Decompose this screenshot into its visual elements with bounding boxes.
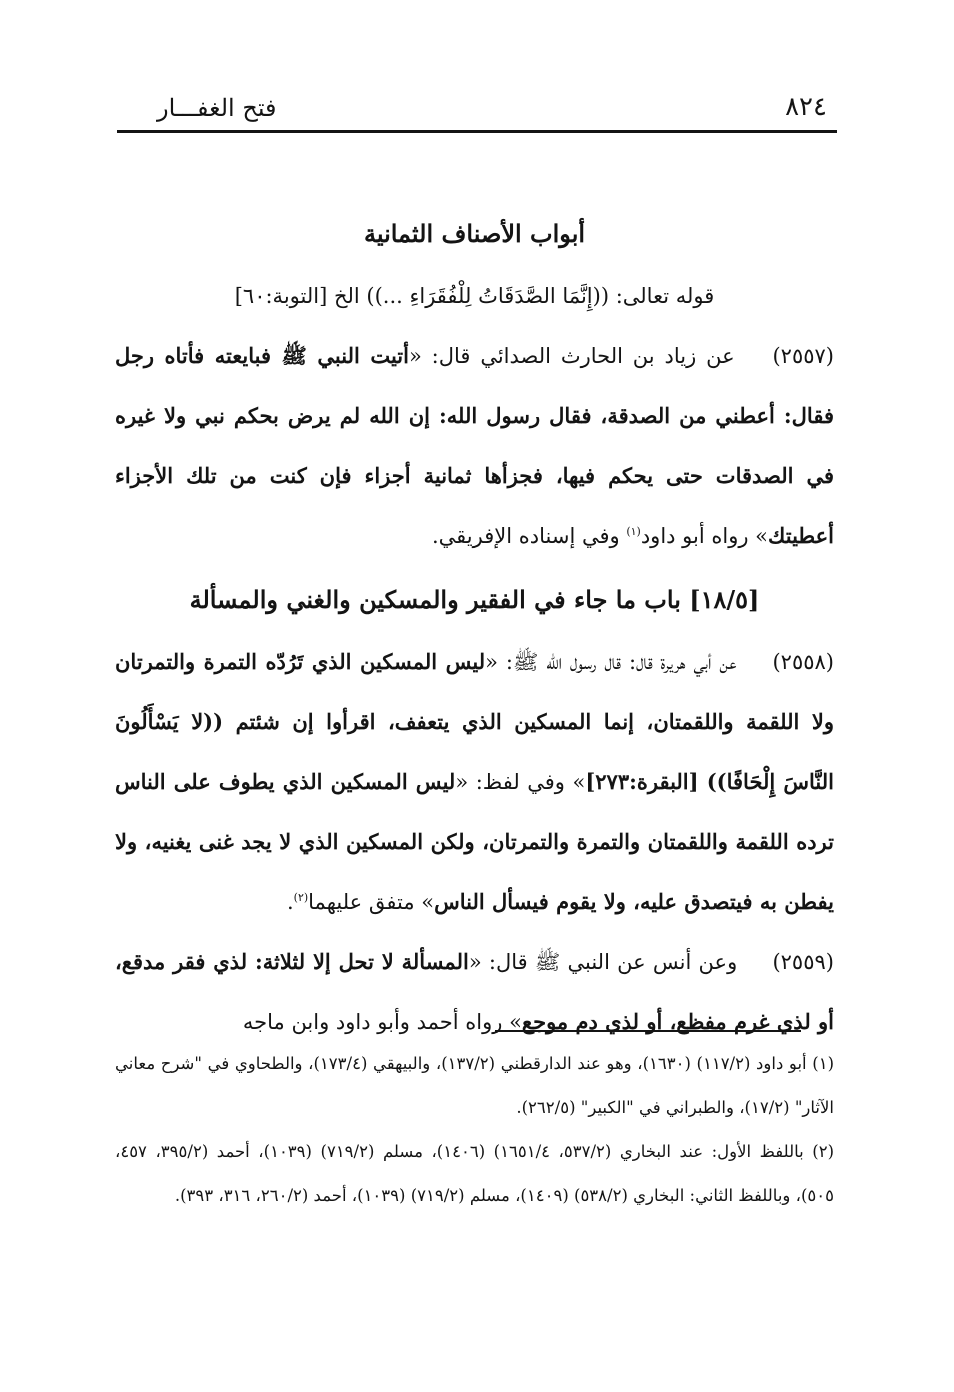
hadith-connector: » وفي لفظ: « [455,770,586,794]
hadith-narrator: عن زياد بن الحارث الصدائي قال: « [408,344,735,368]
running-title: فتح الغفـــار [157,94,277,122]
hadith-narrator: عن أبي هريرة قال: قال رسول الله ﷺ: « [485,650,737,674]
hadith-source: » متفق عليهما [308,890,435,914]
hadith-source: » رواه أبو داود [640,524,769,548]
hadith-2557 [115,326,834,566]
hadith-number: (٢٥٥٧) [772,344,834,368]
hadith-note: وفي إسناده الإفريقي. [432,524,627,548]
hadith-2559 [115,932,834,1052]
page-header [117,90,837,133]
main-text [115,200,834,1052]
hadith-number: (٢٥٥٩) [772,950,834,974]
hadith-text-alt: ليس المسكين الذي يطوف على الناس ترده اللقمة واللقمتان والتمرة والتمرتان، ولكن المسكين الذي لا يجد غنى يغنيه، ولا يفطن به فيتصدق عليه، ولا يقوم فيسأل الناس [115,769,834,914]
footnotes [115,1042,834,1218]
hadith-number: (٢٥٥٨) [772,650,834,674]
page-number: ٨٢٤ [785,92,827,122]
section-title: أبواب الأصناف الثمانية [363,219,586,248]
hadith-text: ليس المسكين الذي تَرُدّه التمرة والتمرتان ولا اللقمة واللقمتان، إنما المسكين الذي يتعفف، اقرأوا إن شئتم ((لا يَسْأَلُونَ النَّاسَ إِلْحَافًا)) [البقرة:٢٧٣] [115,649,835,794]
footnote-separator [495,1030,801,1032]
hadith-narrator: وعن أنس عن النبي ﷺ قال: « [468,950,738,974]
hadith-end: . [286,890,294,914]
hadith-2558 [115,632,834,932]
hadith-text: المسألة لا تحل إلا لثلاثة: لذي فقر مدقع، أو لذي غرم مفظع، أو لذي دم موجع [115,949,834,1034]
hadith-source: » رواه أحمد وأبو داود وابن ماجه [242,1010,522,1034]
footnote-marker[interactable]: (١) [626,525,641,538]
verse-reference: قوله تعالى: ((إِنَّمَا الصَّدَقَاتُ لِلْفُقَرَاءِ ...)) الخ [التوبة:٦٠] [234,284,715,308]
footnote-2: (٢) باللفظ الأول: عند البخاري (٥٣٧/٢، ١٦٥١/٤) (١٤٠٦)، مسلم (٧١٩/٢) (١٠٣٩)، أحمد (٣٩٥/٢، ٤٥٧، ٥٠٥)، وباللفظ الثاني: البخاري (٥٣٨/٢) (١٤٠٩)، مسلم (٧١٩/٢) (١٠٣٩)، أحمد (٢٦٠/٢، ٣١٦، ٣٩٣). [115,1142,835,1205]
footnote-1: (١) أبو داود (١١٧/٢) (١٦٣٠)، وهو عند الدارقطني (١٣٧/٢)، والبيهقي (١٧٣/٤)، والطحاوي في "شرح معاني الآثار" (١٧/٢)، والطبراني في "الكبير" (٢٦٢/٥). [115,1054,834,1117]
hadith-text: أتيت النبي ﷺ فبايعته فأتاه رجل فقال: أعطني من الصدقة، فقال رسول الله: إن الله لم يرض بحكم نبي ولا غيره في الصدقات حتى يحكم فيها، فجزأها ثمانية أجزاء فإن كنت من تلك الأجزاء أعطيتك [115,343,834,548]
chapter-title: [١٨/٥] باب ما جاء في الفقير والمسكين والغني والمسألة [189,585,760,614]
footnote-marker[interactable]: (٢) [293,891,309,904]
